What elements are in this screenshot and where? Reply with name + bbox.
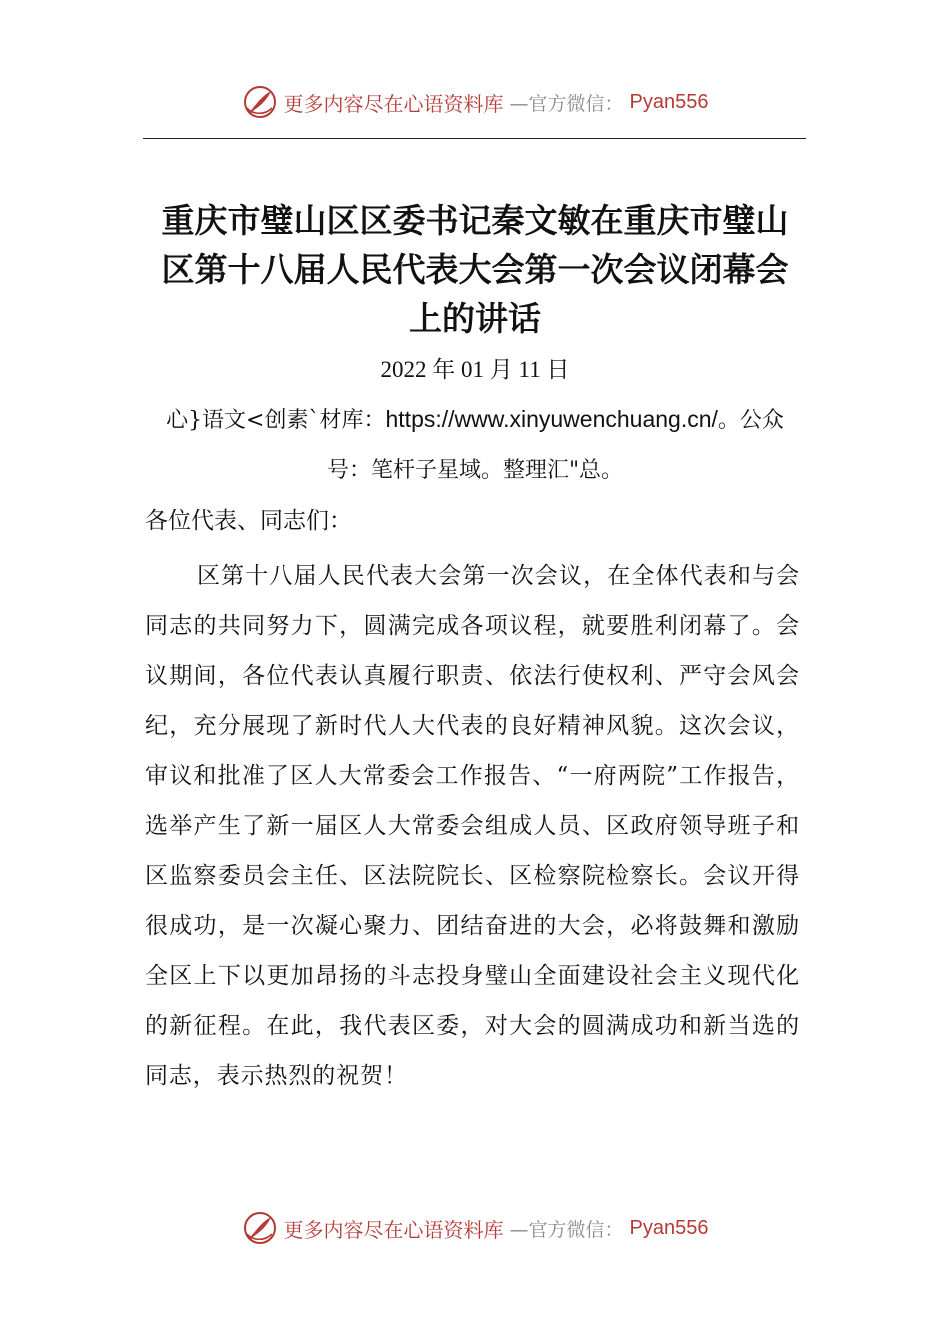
source-note bbox=[150, 394, 800, 496]
source-suffix: 。公众号：笔杆子星域。整理汇"总。 bbox=[326, 408, 784, 483]
banner-main-text: 更多内容尽在心语资料库 bbox=[283, 1217, 504, 1242]
footer-banner bbox=[0, 1208, 950, 1248]
banner-sub-text: —官方微信： bbox=[509, 92, 624, 115]
document-date: 2022 年 01 月 11 日 bbox=[380, 357, 570, 382]
salutation: 各位代表、同志们： bbox=[145, 508, 352, 534]
quill-logo-icon bbox=[242, 84, 278, 120]
document-title: 重庆市璧山区区委书记秦文敏在重庆市璧山区第十八届人民代表大会第一次会议闭幕会上的讲话 bbox=[161, 201, 789, 338]
banner-main-text: 更多内容尽在心语资料库 bbox=[283, 91, 504, 116]
banner-wechat-id: Pyan556 bbox=[629, 1216, 709, 1239]
source-url[interactable]: https://www.xinyuwenchuang.cn/ bbox=[385, 406, 718, 432]
header-divider bbox=[143, 138, 806, 139]
body-paragraph: 区第十八届人民代表大会第一次会议，在全体代表和与会同志的共同努力下，圆满完成各项议程，就要胜利闭幕了。会议期间，各位代表认真履行职责、依法行使权利、严守会风会纪，充分展现了新时代人大代表的良好精神风貌。这次会议，审议和批准了区人大常委会工作报告、“一府两院”工作报告，选举产生了新一届区人大常委会组成人员、区政府领导班子和区监察委员会主任、区法院院长、区检察院检察长。会议开得很成功，是一次凝心聚力、团结奋进的大会，必将鼓舞和激励全区上下以更加昂扬的斗志投身璧山全面建设社会主义现代化的新征程。在此，我代表区委，对大会的圆满成功和新当选的同志，表示热烈的祝贺！ bbox=[145, 563, 800, 1089]
source-prefix: 心}语文<创素`材库： bbox=[166, 408, 386, 433]
banner-sub-text: —官方微信： bbox=[509, 1218, 624, 1241]
header-banner bbox=[0, 82, 950, 122]
banner-wechat-id: Pyan556 bbox=[629, 90, 709, 113]
quill-logo-icon bbox=[242, 1210, 278, 1246]
